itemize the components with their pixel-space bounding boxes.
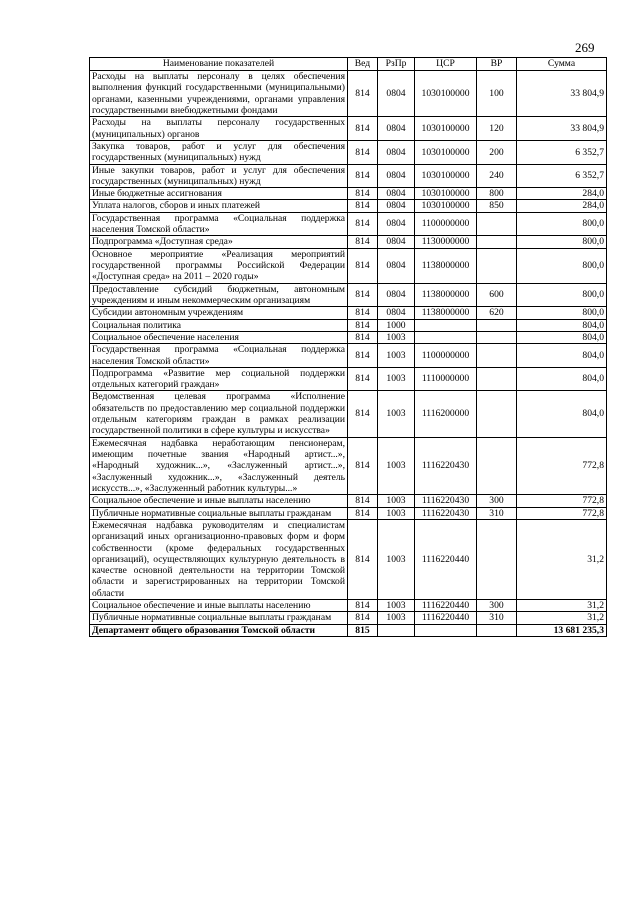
- cell-name: Социальная политика: [90, 319, 348, 331]
- cell-csr: 1116220430: [415, 437, 477, 495]
- cell-sum: 772,8: [517, 507, 607, 519]
- cell-sum: 800,0: [517, 236, 607, 248]
- cell-vr: 240: [477, 164, 517, 188]
- cell-sum: 31,2: [517, 519, 607, 599]
- cell-csr: 1116220430: [415, 507, 477, 519]
- cell-ved: 814: [348, 283, 378, 307]
- cell-ved: 814: [348, 236, 378, 248]
- table-row: [90, 367, 607, 391]
- cell-vr: [477, 391, 517, 437]
- table-row: [90, 200, 607, 212]
- cell-vr: [477, 519, 517, 599]
- cell-sum: 800,0: [517, 307, 607, 319]
- cell-ved: 814: [348, 331, 378, 343]
- cell-sum: 6 352,7: [517, 164, 607, 188]
- header-csr: ЦСР: [415, 58, 477, 71]
- cell-ved: 814: [348, 71, 378, 117]
- cell-sum: 772,8: [517, 437, 607, 495]
- cell-rzpr: 0804: [378, 200, 415, 212]
- cell-vr: [477, 344, 517, 368]
- cell-name: Ежемесячная надбавка руководителям и специалистам организаций иных организационно-правовых форм и форм собственности (кроме федеральных государственных организаций), осуществляющих культурную деятельность в качестве основной деятельности на территории Томской области и зарегистрированных на территории Томской области: [90, 519, 348, 599]
- cell-csr: [415, 319, 477, 331]
- cell-rzpr: 1000: [378, 319, 415, 331]
- cell-csr: 1110000000: [415, 367, 477, 391]
- page-number: 269: [575, 40, 595, 55]
- cell-name: Подпрограмма «Доступная среда»: [90, 236, 348, 248]
- cell-rzpr: 0804: [378, 236, 415, 248]
- cell-ved: 815: [348, 624, 378, 636]
- cell-vr: 100: [477, 71, 517, 117]
- cell-ved: 814: [348, 319, 378, 331]
- cell-csr: 1030100000: [415, 164, 477, 188]
- cell-vr: 300: [477, 495, 517, 507]
- cell-vr: 120: [477, 117, 517, 141]
- cell-rzpr: 1003: [378, 367, 415, 391]
- table-row: [90, 624, 607, 636]
- cell-name: Субсидии автономным учреждениям: [90, 307, 348, 319]
- cell-name: Иные закупки товаров, работ и услуг для обеспечения государственных (муниципальных) нужд: [90, 164, 348, 188]
- cell-rzpr: 0804: [378, 307, 415, 319]
- cell-name: Публичные нормативные социальные выплаты гражданам: [90, 507, 348, 519]
- cell-sum: 6 352,7: [517, 140, 607, 164]
- cell-sum: 804,0: [517, 344, 607, 368]
- table-row: [90, 307, 607, 319]
- header-vr: ВР: [477, 58, 517, 71]
- cell-rzpr: 0804: [378, 283, 415, 307]
- cell-vr: 600: [477, 283, 517, 307]
- cell-csr: 1100000000: [415, 212, 477, 236]
- cell-csr: 1116220440: [415, 600, 477, 612]
- table-header-row: [90, 58, 607, 71]
- cell-name: Государственная программа «Социальная поддержка населения Томской области»: [90, 344, 348, 368]
- table-row: [90, 164, 607, 188]
- table-row: [90, 391, 607, 437]
- table-row: [90, 519, 607, 599]
- cell-sum: 800,0: [517, 248, 607, 283]
- cell-name: Публичные нормативные социальные выплаты гражданам: [90, 612, 348, 624]
- cell-name: Социальное обеспечение и иные выплаты населению: [90, 600, 348, 612]
- cell-ved: 814: [348, 612, 378, 624]
- cell-ved: 814: [348, 188, 378, 200]
- cell-ved: 814: [348, 391, 378, 437]
- cell-name: Государственная программа «Социальная поддержка населения Томской области»: [90, 212, 348, 236]
- cell-name: Подпрограмма «Развитие мер социальной поддержки отдельных категорий граждан»: [90, 367, 348, 391]
- cell-vr: [477, 331, 517, 343]
- table-row: [90, 344, 607, 368]
- cell-sum: 31,2: [517, 600, 607, 612]
- cell-ved: 814: [348, 117, 378, 141]
- cell-rzpr: 1003: [378, 331, 415, 343]
- cell-sum: 13 681 235,3: [517, 624, 607, 636]
- table-row: [90, 140, 607, 164]
- table-row: [90, 495, 607, 507]
- cell-rzpr: 0804: [378, 117, 415, 141]
- cell-sum: 804,0: [517, 367, 607, 391]
- table-row: [90, 319, 607, 331]
- cell-rzpr: 1003: [378, 507, 415, 519]
- table-row: [90, 507, 607, 519]
- cell-csr: 1100000000: [415, 344, 477, 368]
- cell-name: Уплата налогов, сборов и иных платежей: [90, 200, 348, 212]
- budget-table: [89, 57, 607, 637]
- table-body: [90, 71, 607, 637]
- header-name: Наименование показателей: [90, 58, 348, 71]
- cell-sum: 33 804,9: [517, 71, 607, 117]
- cell-sum: 804,0: [517, 391, 607, 437]
- cell-csr: 1116220440: [415, 612, 477, 624]
- cell-sum: 800,0: [517, 212, 607, 236]
- cell-name: Ведомственная целевая программа «Исполнение обязательств по предоставлению мер социальной поддержки отдельным категориям граждан в рамках реализации государственной политики в сфере культуры и искусства»: [90, 391, 348, 437]
- cell-csr: [415, 331, 477, 343]
- table-row: [90, 283, 607, 307]
- cell-name: Социальное обеспечение населения: [90, 331, 348, 343]
- cell-ved: 814: [348, 519, 378, 599]
- cell-vr: [477, 248, 517, 283]
- cell-rzpr: 0804: [378, 71, 415, 117]
- cell-csr: 1138000000: [415, 307, 477, 319]
- cell-rzpr: 1003: [378, 600, 415, 612]
- table-row: [90, 248, 607, 283]
- cell-csr: 1116220430: [415, 495, 477, 507]
- cell-vr: [477, 212, 517, 236]
- cell-rzpr: 1003: [378, 519, 415, 599]
- table-row: [90, 212, 607, 236]
- cell-csr: 1030100000: [415, 140, 477, 164]
- cell-vr: 310: [477, 612, 517, 624]
- cell-sum: 804,0: [517, 319, 607, 331]
- cell-ved: 814: [348, 140, 378, 164]
- cell-rzpr: 0804: [378, 164, 415, 188]
- cell-name: Социальное обеспечение и иные выплаты населению: [90, 495, 348, 507]
- cell-ved: 814: [348, 367, 378, 391]
- table-row: [90, 331, 607, 343]
- cell-vr: [477, 367, 517, 391]
- cell-ved: 814: [348, 212, 378, 236]
- cell-name: Предоставление субсидий бюджетным, автономным учреждениям и иным некоммерческим организациям: [90, 283, 348, 307]
- cell-csr: 1138000000: [415, 283, 477, 307]
- cell-rzpr: 0804: [378, 188, 415, 200]
- header-ved: Вед: [348, 58, 378, 71]
- cell-vr: [477, 624, 517, 636]
- cell-rzpr: 1003: [378, 495, 415, 507]
- cell-vr: 200: [477, 140, 517, 164]
- cell-rzpr: 1003: [378, 344, 415, 368]
- cell-vr: 800: [477, 188, 517, 200]
- cell-ved: 814: [348, 507, 378, 519]
- cell-rzpr: 1003: [378, 437, 415, 495]
- cell-csr: 1030100000: [415, 71, 477, 117]
- cell-rzpr: 0804: [378, 248, 415, 283]
- cell-csr: 1030100000: [415, 117, 477, 141]
- cell-sum: 31,2: [517, 612, 607, 624]
- cell-name: Расходы на выплаты персоналу в целях обеспечения выполнения функций государственными (муниципальными) органами, казенными учреждениями, органами управления государственными внебюджетными фондами: [90, 71, 348, 117]
- cell-ved: 814: [348, 200, 378, 212]
- cell-sum: 800,0: [517, 283, 607, 307]
- cell-vr: 310: [477, 507, 517, 519]
- cell-rzpr: 0804: [378, 212, 415, 236]
- cell-ved: 814: [348, 600, 378, 612]
- cell-ved: 814: [348, 437, 378, 495]
- cell-csr: 1030100000: [415, 200, 477, 212]
- cell-sum: 772,8: [517, 495, 607, 507]
- cell-ved: 814: [348, 307, 378, 319]
- cell-csr: 1138000000: [415, 248, 477, 283]
- cell-vr: [477, 319, 517, 331]
- cell-vr: [477, 437, 517, 495]
- cell-name: Ежемесячная надбавка неработающим пенсионерам, имеющим почетные звания «Народный артист...», «Народный художник...», «Заслуженный артист...», «Заслуженный художник...», «Заслуженный деятель искусств...», «Заслуженный работник культуры...»: [90, 437, 348, 495]
- cell-name: Расходы на выплаты персоналу государственных (муниципальных) органов: [90, 117, 348, 141]
- cell-vr: 850: [477, 200, 517, 212]
- cell-csr: [415, 624, 477, 636]
- table-row: [90, 612, 607, 624]
- cell-rzpr: 1003: [378, 391, 415, 437]
- cell-ved: 814: [348, 164, 378, 188]
- cell-csr: 1116220440: [415, 519, 477, 599]
- cell-rzpr: 1003: [378, 612, 415, 624]
- table-row: [90, 117, 607, 141]
- cell-sum: 284,0: [517, 188, 607, 200]
- cell-name: Закупка товаров, работ и услуг для обеспечения государственных (муниципальных) нужд: [90, 140, 348, 164]
- header-sum: Сумма: [517, 58, 607, 71]
- cell-vr: 620: [477, 307, 517, 319]
- cell-vr: 300: [477, 600, 517, 612]
- cell-sum: 33 804,9: [517, 117, 607, 141]
- cell-name: Основное мероприятие «Реализация мероприятий государственной программы Российской Федерации «Доступная среда» на 2011 – 2020 годы»: [90, 248, 348, 283]
- table-row: [90, 71, 607, 117]
- header-rzpr: РзПр: [378, 58, 415, 71]
- cell-rzpr: 0804: [378, 140, 415, 164]
- cell-sum: 804,0: [517, 331, 607, 343]
- cell-csr: 1130000000: [415, 236, 477, 248]
- table-row: [90, 437, 607, 495]
- table-row: [90, 236, 607, 248]
- table-row: [90, 188, 607, 200]
- cell-name: Иные бюджетные ассигнования: [90, 188, 348, 200]
- cell-ved: 814: [348, 248, 378, 283]
- cell-csr: 1116200000: [415, 391, 477, 437]
- cell-sum: 284,0: [517, 200, 607, 212]
- cell-name: Департамент общего образования Томской области: [90, 624, 348, 636]
- cell-ved: 814: [348, 344, 378, 368]
- cell-vr: [477, 236, 517, 248]
- table-row: [90, 600, 607, 612]
- cell-csr: 1030100000: [415, 188, 477, 200]
- cell-ved: 814: [348, 495, 378, 507]
- cell-rzpr: [378, 624, 415, 636]
